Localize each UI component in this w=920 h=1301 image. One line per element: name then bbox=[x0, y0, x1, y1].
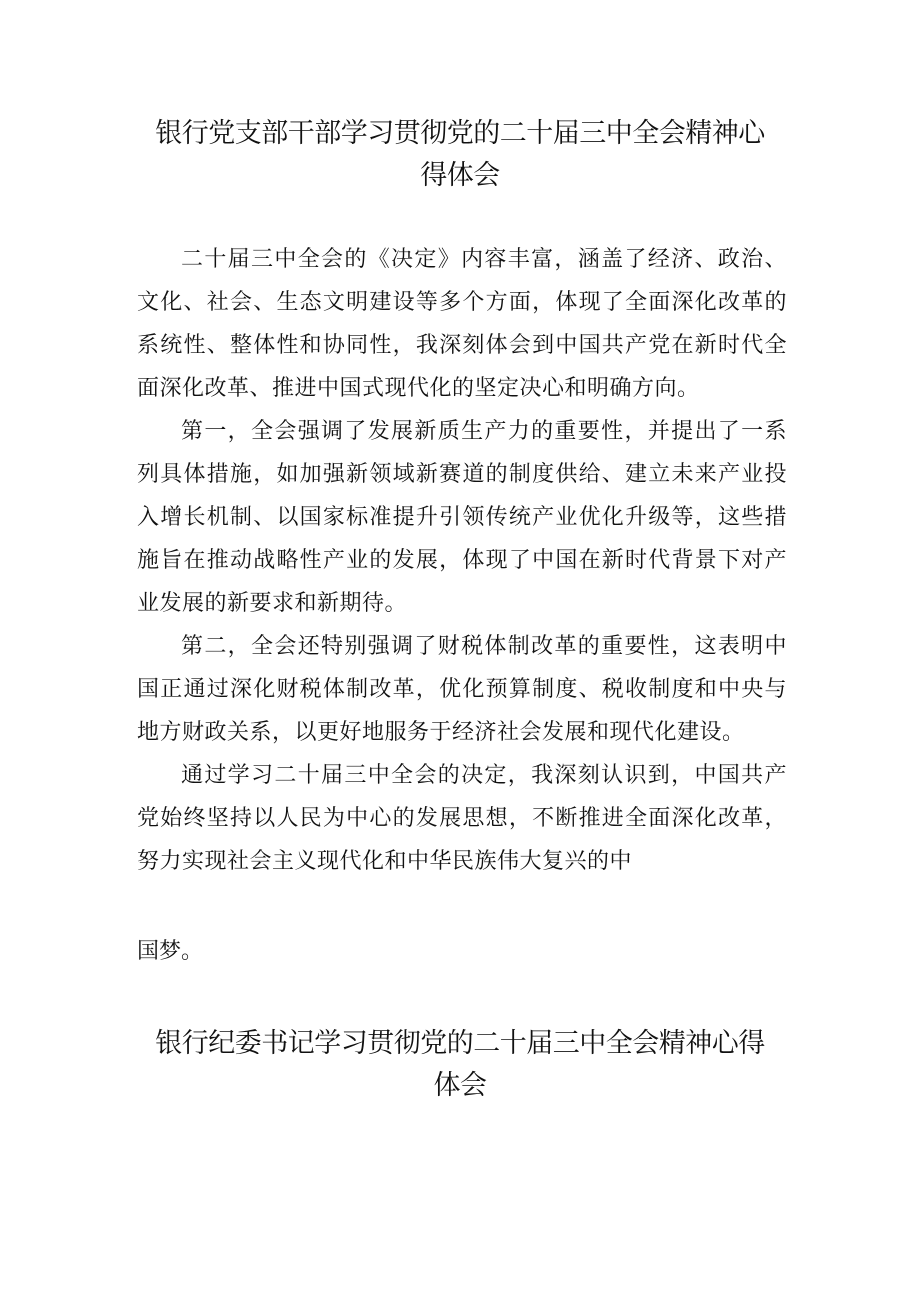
article-2-title-line-1: 银行纪委书记学习贯彻党的二十届三中全会精神心得 bbox=[155, 1028, 765, 1059]
article-1-body bbox=[137, 238, 787, 883]
body-paragraph-1: 二十届三中全会的《决定》内容丰富，涵盖了经济、政治、文化、社会、生态文明建设等多个方面，体现了全面深化改革的系统性、整体性和协同性，我深刻体会到中国共产党在新时代全面深化改革、推进中国式现代化的坚定决心和明确方向。 bbox=[137, 247, 787, 401]
body-paragraph-2: 第一，全会强调了发展新质生产力的重要性，并提出了一系列具体措施，如加强新领域新赛道的制度供给、建立未来产业投入增长机制、以国家标准提升引领传统产业优化升级等，这些措施旨在推动战略性产业的发展，体现了中国在新时代背景下对产业发展的新要求和新期待。 bbox=[137, 419, 787, 616]
body-paragraph-4: 通过学习二十届三中全会的决定，我深刻认识到，中国共产党始终坚持以人民为中心的发展思想，不断推进全面深化改革，努力实现社会主义现代化和中华民族伟大复兴的中 bbox=[137, 763, 787, 874]
body-paragraph-tail: 国梦。 bbox=[137, 939, 204, 964]
body-paragraph-3: 第二，全会还特别强调了财税体制改革的重要性，这表明中国正通过深化财税体制改革，优化预算制度、税收制度和中央与地方财政关系，以更好地服务于经济社会发展和现代化建设。 bbox=[137, 634, 787, 745]
article-2-title bbox=[0, 1023, 920, 1107]
article-1-title-line-2: 得体会 bbox=[420, 160, 500, 191]
article-2-title-line-2: 体会 bbox=[433, 1070, 487, 1101]
article-1-title-line-1: 银行党支部干部学习贯彻党的二十届三中全会精神心 bbox=[155, 118, 765, 149]
article-1-title bbox=[0, 113, 920, 197]
